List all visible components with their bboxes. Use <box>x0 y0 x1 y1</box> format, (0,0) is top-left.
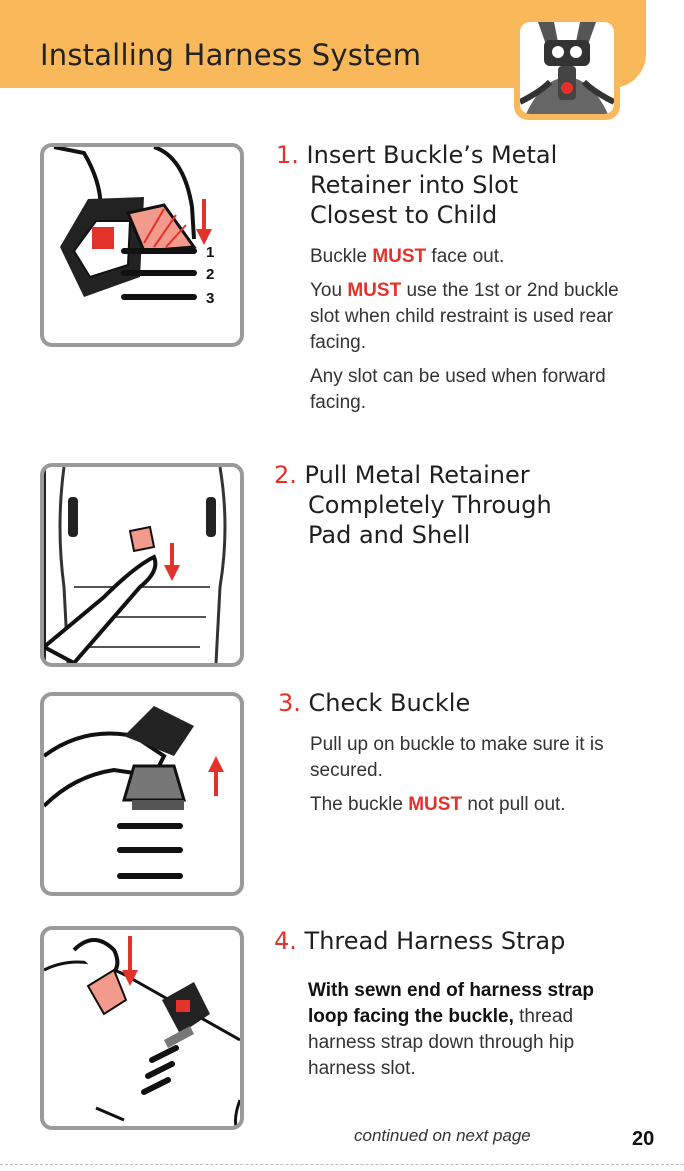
step-3-body: Pull up on buckle to make sure it is secured. The buckle MUST not pull out. <box>310 734 604 815</box>
page-edge-rule <box>0 1164 684 1165</box>
step-1-body: Buckle MUST face out. You MUST use the 1st or 2nd buckle slot when child restraint is used rear facing. Any slot can be used when forward facing. <box>310 246 619 413</box>
page-number: 20 <box>632 1128 655 1150</box>
step-2-number: 2. <box>274 461 297 489</box>
step-1-number: 1. <box>276 141 299 169</box>
slot-label-1: 1 <box>206 244 215 261</box>
page-title: Installing Harness System <box>40 38 422 72</box>
pull-retainer-illustration <box>40 463 244 667</box>
step-1-title: 1. Insert Buckle’s Metal Retainer into Slot Closest to Child <box>276 141 558 229</box>
harness-buckle-icon <box>520 22 614 114</box>
step-2-title: 2. Pull Metal Retainer Completely Through Pad and Shell <box>274 461 552 549</box>
thread-strap-illustration <box>40 926 244 1130</box>
slot-label-2: 2 <box>206 266 215 283</box>
buckle-insert-illustration <box>40 143 244 347</box>
continued-note: continued on next page <box>354 1126 531 1145</box>
step-4-number: 4. <box>274 927 297 955</box>
slot-label-3: 3 <box>206 290 215 307</box>
step-3-title: 3. Check Buckle <box>278 689 471 717</box>
check-buckle-illustration <box>40 692 244 896</box>
step-4-body: With sewn end of harness strap loop facing the buckle, thread harness strap down through hip harness slot. <box>308 980 594 1079</box>
step-4-title: 4. Thread Harness Strap <box>274 927 566 955</box>
step-3-number: 3. <box>278 689 301 717</box>
